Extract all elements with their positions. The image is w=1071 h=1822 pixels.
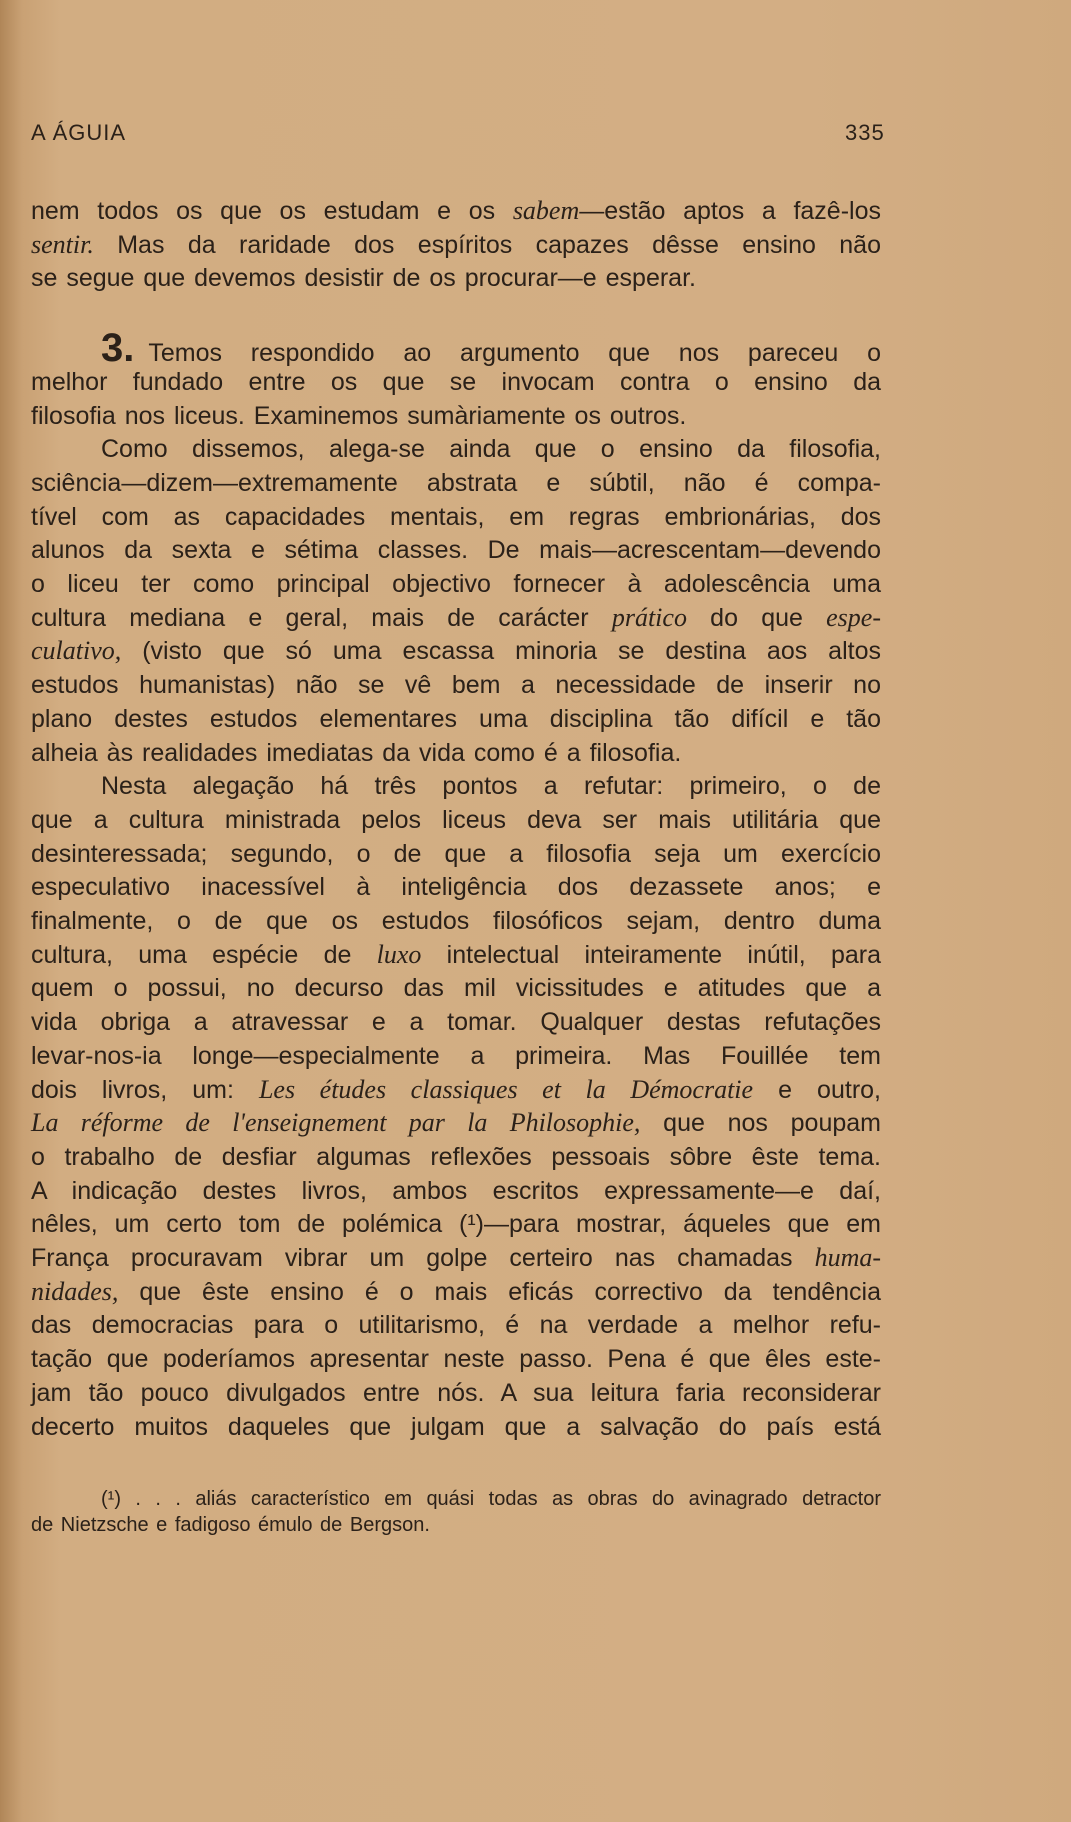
text-segment: jam tão pouco divulgados entre nós. A sua leitura faria reconsiderar bbox=[31, 1378, 881, 1407]
text-segment: decerto muitos daqueles que julgam que a salvação do país está bbox=[31, 1412, 881, 1441]
text-line bbox=[31, 468, 881, 498]
text-segment: plano destes estudos elementares uma disciplina tão difícil e tão bbox=[31, 704, 881, 733]
text-segment: Como dissemos, alega-se ainda que o ensino da filosofia, bbox=[101, 435, 881, 464]
italic-text: sentir. bbox=[31, 229, 94, 259]
text-line bbox=[31, 1007, 881, 1037]
text-line bbox=[31, 738, 881, 768]
text-line bbox=[31, 535, 881, 565]
text-line bbox=[31, 872, 881, 902]
text-segment: alheia às realidades imediatas da vida como é a filosofia. bbox=[31, 738, 682, 767]
text-line bbox=[31, 670, 881, 700]
text-segment: alunos da sexta e sétima classes. De mais—acrescentam—devendo bbox=[31, 536, 881, 565]
text-segment: vida obriga a atravessar e a tomar. Qualquer destas refutações bbox=[31, 1008, 881, 1037]
text-segment: sciência—dizem—extremamente abstrata e súbtil, não é compa- bbox=[31, 468, 881, 497]
text-segment: cultura, uma espécie de bbox=[31, 940, 377, 969]
text-line bbox=[31, 1277, 881, 1307]
text-line bbox=[31, 326, 881, 371]
text-segment: (visto que só uma escassa minoria se destina aos altos bbox=[121, 637, 881, 666]
italic-text: culativo, bbox=[31, 636, 122, 666]
text-segment: que a cultura ministrada pelos liceus deva ser mais utilitária que bbox=[31, 805, 881, 834]
text-segment: de Nietzsche e fadigoso émulo de Bergson. bbox=[31, 1514, 430, 1536]
text-line bbox=[31, 704, 881, 734]
text-segment: França procuravam vibrar um golpe certeiro nas chamadas bbox=[31, 1244, 815, 1272]
text-segment: Mas da raridade dos espíritos capazes dêsse ensino não bbox=[93, 230, 881, 259]
text-segment: (¹) . . . aliás característico em quási todas as obras do avinagrado detractor bbox=[101, 1488, 881, 1510]
text-segment: o liceu ter como principal objectivo fornecer à adolescência uma bbox=[31, 570, 881, 598]
italic-text: nidades, bbox=[31, 1276, 119, 1306]
text-line bbox=[31, 1243, 881, 1273]
text-segment: se segue que devemos desistir de os procurar—e esperar. bbox=[31, 264, 696, 293]
italic-text: espe- bbox=[826, 602, 881, 632]
text-segment: tível com as capacidades mentais, em regras embrionárias, dos bbox=[31, 502, 881, 531]
text-line bbox=[31, 1142, 881, 1172]
section-number: 3. bbox=[101, 326, 135, 371]
text-segment: dois livros, um: bbox=[31, 1075, 259, 1104]
text-line bbox=[31, 1209, 881, 1239]
text-segment: A indicação destes livros, ambos escritos expressamente—e daí, bbox=[31, 1176, 881, 1205]
text-line bbox=[31, 1378, 881, 1408]
text-line bbox=[31, 940, 881, 970]
italic-text: prático bbox=[611, 602, 687, 632]
text-line bbox=[31, 906, 881, 936]
text-segment: estudos humanistas) não se vê bem a necessidade de inserir no bbox=[31, 671, 881, 700]
text-line bbox=[31, 569, 881, 599]
text-line bbox=[31, 1075, 881, 1105]
text-line bbox=[31, 839, 881, 869]
text-segment: levar-nos-ia longe—especialmente a primeira. Mas Fouillée tem bbox=[31, 1041, 881, 1070]
text-line bbox=[31, 1510, 881, 1540]
text-line bbox=[31, 1344, 881, 1374]
italic-text: luxo bbox=[376, 939, 422, 969]
text-line bbox=[31, 603, 881, 633]
text-line bbox=[31, 230, 881, 260]
text-segment: nêles, um certo tom de polémica (¹)—para mostrar, áqueles que em bbox=[31, 1210, 881, 1239]
text-segment: nem todos os que os estudam e os bbox=[31, 197, 513, 225]
text-segment: desinteressada; segundo, o de que a filosofia seja um exercício bbox=[31, 839, 881, 868]
text-line bbox=[31, 973, 881, 1003]
text-line bbox=[31, 1176, 881, 1206]
text-segment: tação que poderíamos apresentar neste passo. Pena é que êles este- bbox=[31, 1345, 881, 1374]
italic-text: sabem bbox=[512, 196, 580, 225]
text-line bbox=[31, 805, 881, 835]
text-line bbox=[31, 434, 881, 464]
page-number: 335 bbox=[845, 120, 885, 145]
text-line bbox=[31, 367, 881, 397]
text-segment: cultura mediana e geral, mais de carácter bbox=[31, 603, 612, 632]
text-segment: e outro, bbox=[753, 1075, 881, 1104]
text-segment: finalmente, o de que os estudos filosóficos sejam, dentro duma bbox=[31, 907, 881, 935]
text-line bbox=[31, 1108, 881, 1138]
text-segment: que êste ensino é o mais eficás correctivo da tendência bbox=[118, 1277, 881, 1306]
text-line bbox=[31, 401, 881, 431]
text-segment: das democracias para o utilitarismo, é na verdade a melhor refu- bbox=[31, 1311, 881, 1340]
italic-text: Les études classiques et la Démocratie bbox=[258, 1074, 754, 1104]
text-segment: melhor fundado entre os que se invocam contra o ensino da bbox=[31, 367, 881, 396]
text-line bbox=[31, 1412, 881, 1442]
text-line bbox=[31, 196, 881, 226]
running-header-title: A ÁGUIA bbox=[31, 120, 127, 145]
text-segment: especulativo inacessível à inteligência dos dezassete anos; e bbox=[31, 873, 881, 902]
text-line bbox=[31, 771, 881, 801]
text-line bbox=[31, 1041, 881, 1071]
text-line bbox=[31, 636, 881, 666]
text-line bbox=[31, 502, 881, 532]
text-segment: Temos respondido ao argumento que nos pareceu o bbox=[148, 339, 881, 368]
text-segment: intelectual inteiramente inútil, para bbox=[421, 940, 881, 969]
italic-text: huma- bbox=[814, 1243, 881, 1272]
text-segment: quem o possui, no decurso das mil vicissitudes e atitudes que a bbox=[31, 974, 881, 1003]
text-segment: filosofia nos liceus. Examinemos sumàriamente os outros. bbox=[31, 401, 687, 430]
text-line bbox=[31, 1310, 881, 1340]
text-segment: do que bbox=[686, 603, 827, 632]
text-segment: o trabalho de desfiar algumas reflexões pessoais sôbre êste tema. bbox=[31, 1142, 881, 1171]
italic-text: La réforme de l'enseignement par la Philosophie, bbox=[31, 1108, 641, 1138]
text-segment: Nesta alegação há três pontos a refutar: primeiro, o de bbox=[101, 772, 881, 801]
text-segment: —estão aptos a fazê-los bbox=[579, 197, 881, 225]
text-segment: que nos poupam bbox=[640, 1109, 882, 1138]
text-line bbox=[31, 263, 881, 293]
